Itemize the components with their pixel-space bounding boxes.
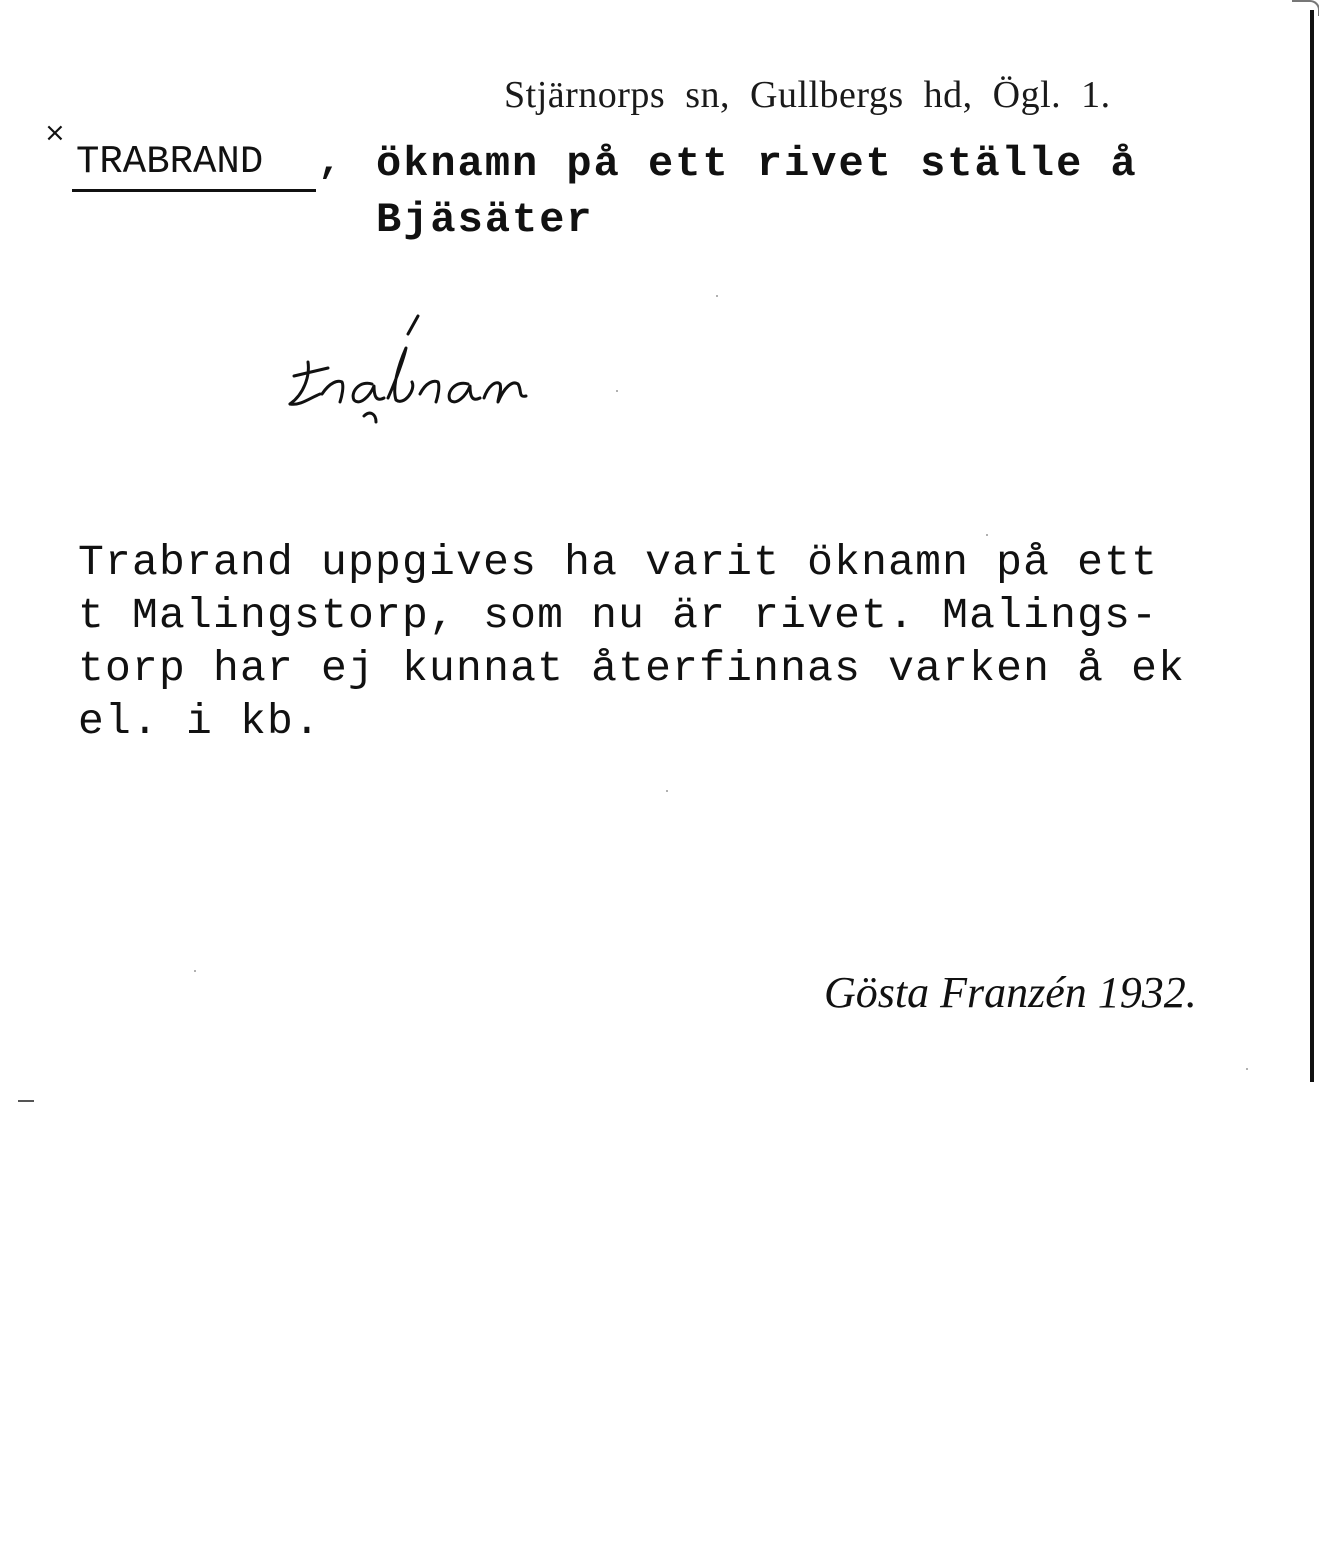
headword: TRABRAND xyxy=(76,140,264,184)
headword-underline xyxy=(72,189,316,192)
paper-speck xyxy=(194,970,196,972)
check-mark: × xyxy=(44,118,66,148)
handwritten-pronunciation xyxy=(280,310,570,430)
card-right-edge xyxy=(1310,10,1314,1082)
paper-speck xyxy=(666,790,668,792)
definition-line-1: öknamn på ett rivet ställe å xyxy=(376,140,1138,188)
headword-punctuation: , xyxy=(318,140,342,184)
body-line: el. i kb. xyxy=(78,697,322,746)
location-header: Stjärnorps sn, Gullbergs hd, Ögl. 1. xyxy=(504,74,1111,116)
paper-speck xyxy=(1246,1068,1248,1070)
crop-mark xyxy=(18,1100,34,1102)
paper-speck xyxy=(716,295,718,297)
card-corner xyxy=(1292,0,1319,16)
body-line: torp har ej kunnat återfinnas varken å ek xyxy=(78,644,1186,693)
definition xyxy=(376,136,1138,248)
signature: Gösta Franzén 1932. xyxy=(824,968,1197,1017)
paper-speck xyxy=(986,534,988,536)
body-line: t Malingstorp, som nu är rivet. Malings- xyxy=(78,591,1159,640)
definition-line-2: Bjäsäter xyxy=(376,196,594,244)
body-text xyxy=(78,536,1185,748)
body-line: Trabrand uppgives ha varit öknamn på ett xyxy=(78,538,1159,587)
paper-speck xyxy=(616,390,618,392)
